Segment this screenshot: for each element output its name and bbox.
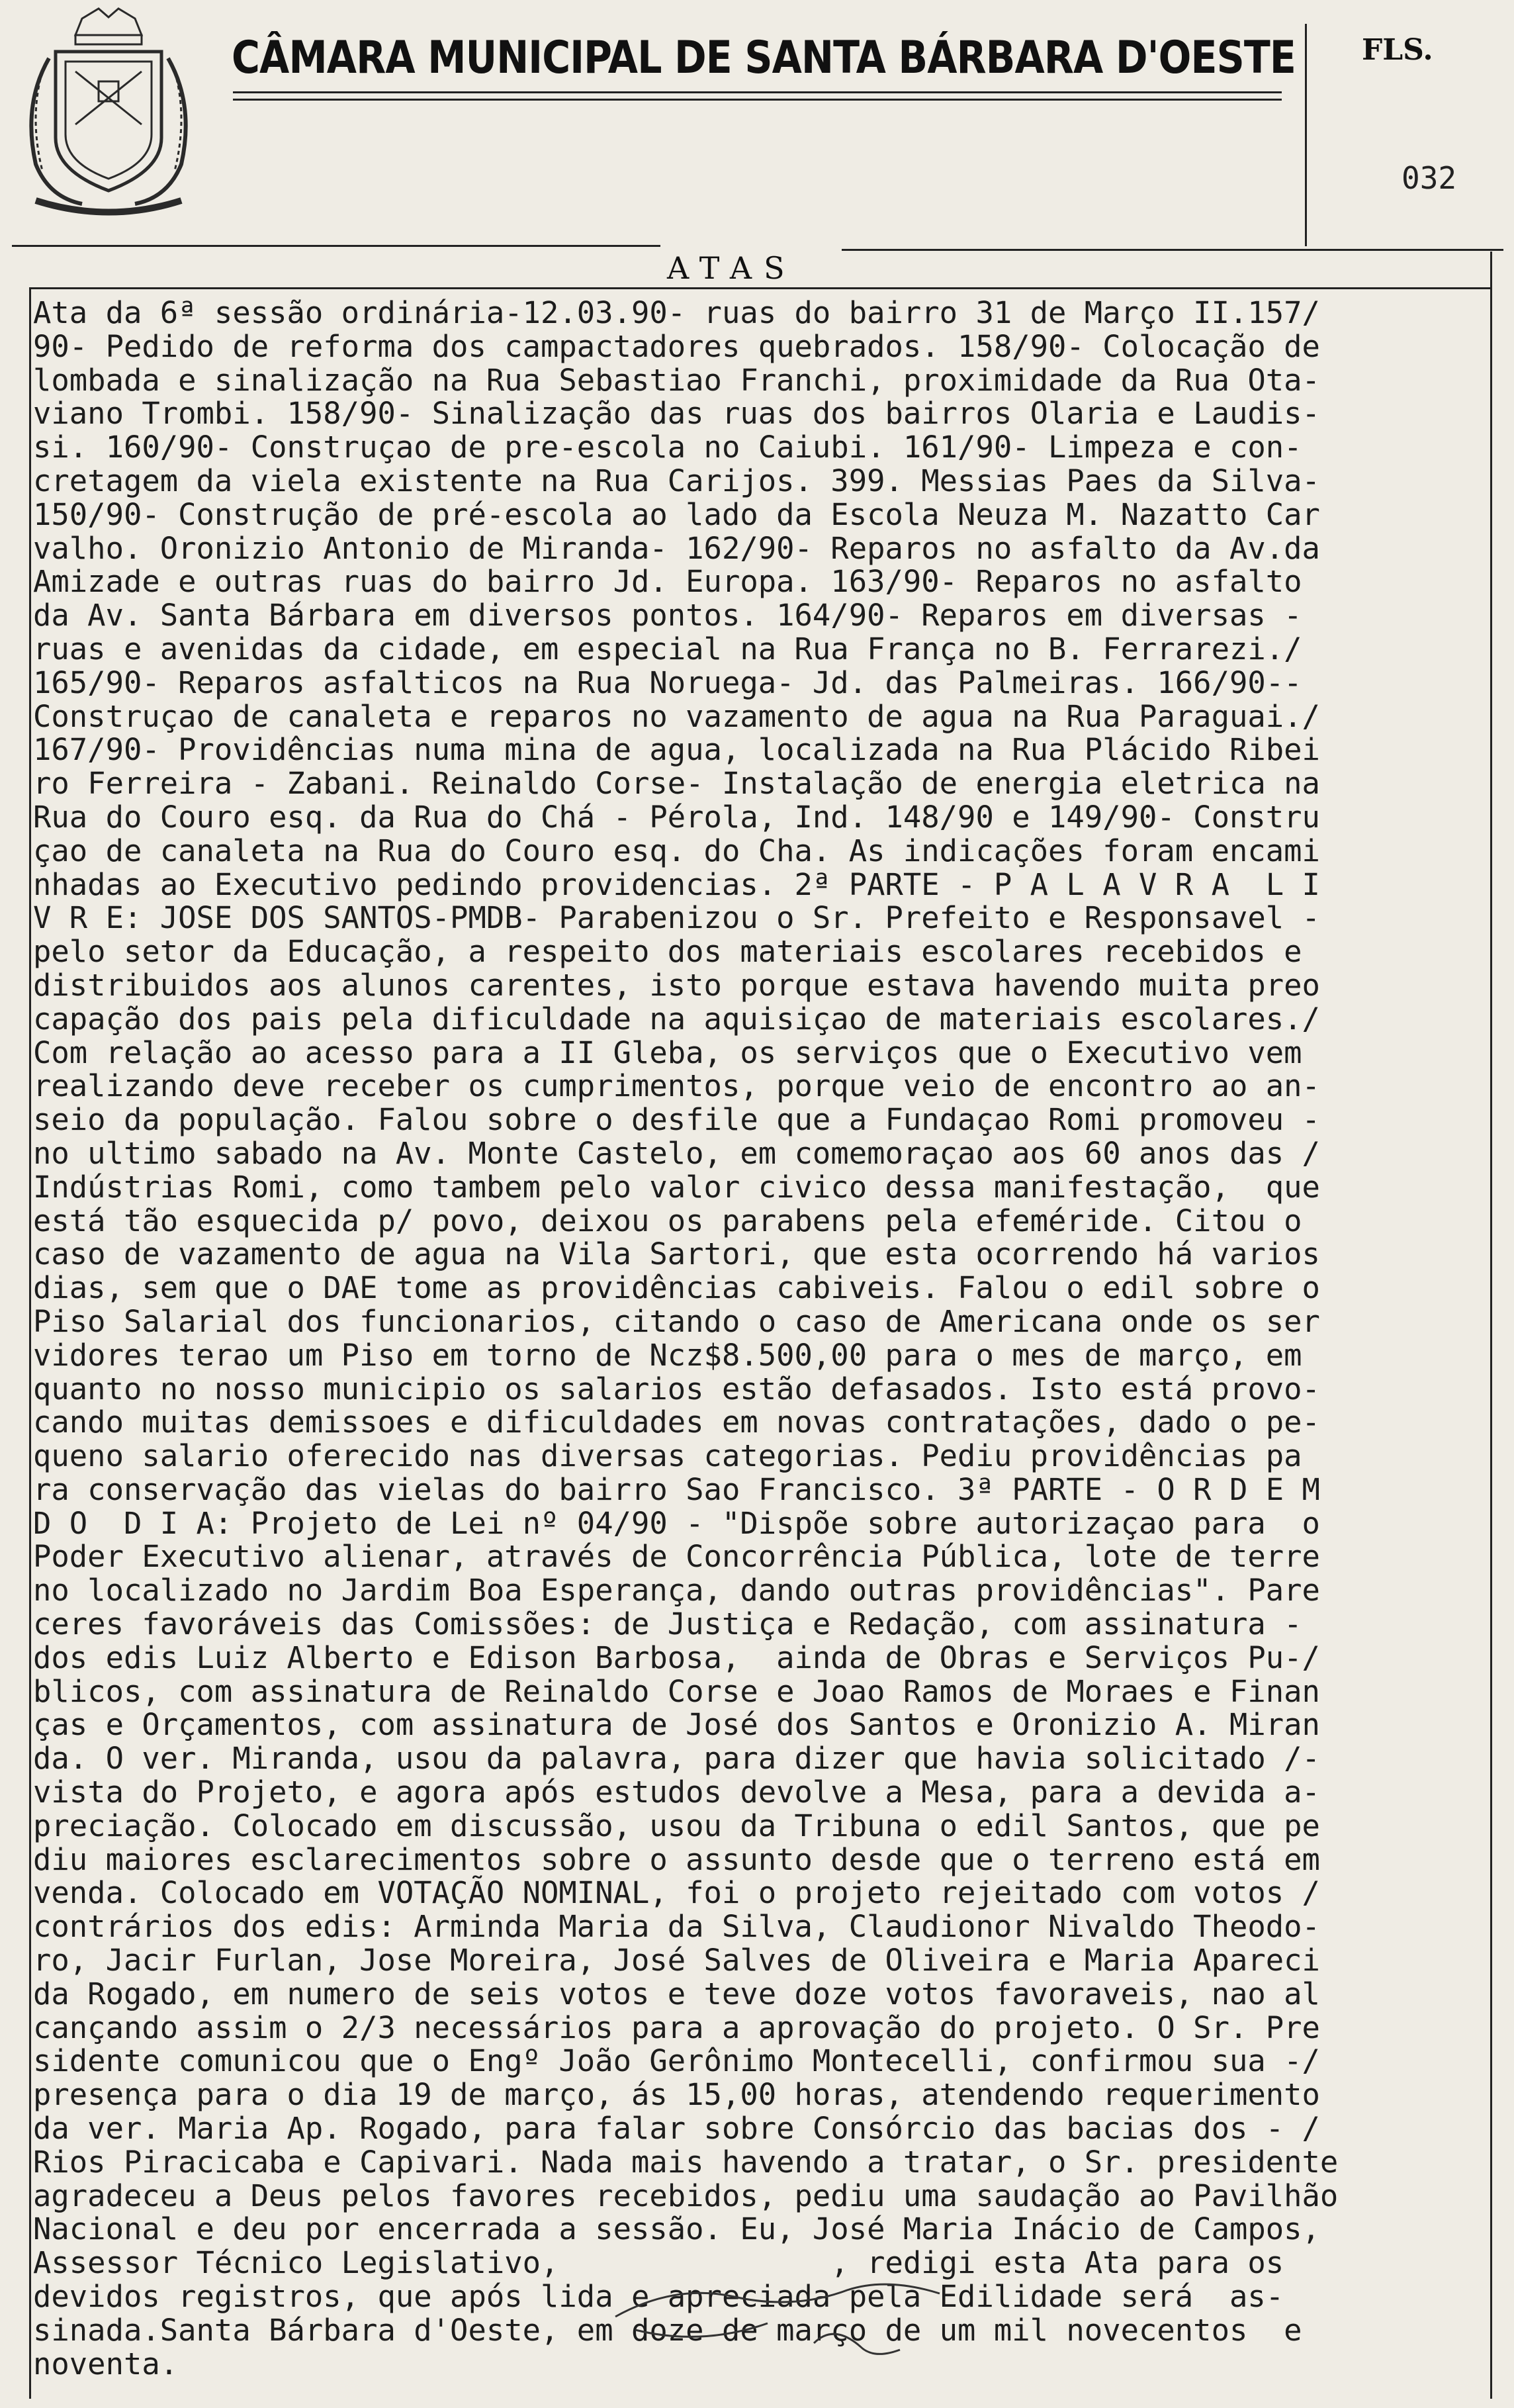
frame-left xyxy=(29,287,31,2399)
minutes-line: realizando deve receber os cumprimentos, porque veio de encontro ao an- xyxy=(33,1068,1320,1104)
minutes-line: Piso Salarial dos funcionarios, citando o caso de Americana onde os ser xyxy=(33,1303,1320,1339)
section-rule-left xyxy=(12,245,660,247)
minutes-line: cançando assim o 2/3 necessários para a aprovação do projeto. O Sr. Pre xyxy=(33,2010,1320,2045)
minutes-line: seio da população. Falou sobre o desfile que a Fundaçao Romi promoveu - xyxy=(33,1102,1320,1138)
minutes-line: distribuidos aos alunos carentes, isto porque estava havendo muita preo xyxy=(33,967,1320,1003)
minutes-line: Assessor Técnico Legislativo, , redigi esta Ata para os xyxy=(33,2245,1284,2281)
minutes-line: sidente comunicou que o Engº João Gerônimo Montecelli, confirmou sua -/ xyxy=(33,2043,1320,2079)
minutes-line: Nacional e deu por encerrada a sessão. Eu, José Maria Inácio de Campos, xyxy=(33,2211,1320,2247)
handwritten-signature-scribble xyxy=(596,2231,1006,2376)
minutes-line: queno salario oferecido nas diversas categorias. Pediu providências pa xyxy=(33,1438,1302,1474)
minutes-line: diu maiores esclarecimentos sobre o assunto desde que o terreno está em xyxy=(33,1841,1320,1877)
minutes-line: ra conservação das vielas do bairro Sao Francisco. 3ª PARTE - O R D E M xyxy=(33,1471,1320,1507)
minutes-line: nhadas ao Executivo pedindo providencias. 2ª PARTE - P A L A V R A L I xyxy=(33,866,1320,902)
minutes-line: da Av. Santa Bárbara em diversos pontos. 164/90- Reparos em diversas - xyxy=(33,598,1302,633)
minutes-line: Indústrias Romi, como tambem pelo valor civico dessa manifestação, que xyxy=(33,1169,1320,1205)
minutes-line: Com relação ao acesso para a II Gleba, os serviços que o Executivo vem xyxy=(33,1035,1302,1070)
minutes-line: da Rogado, em numero de seis votos e teve doze votos favoraveis, nao al xyxy=(33,1976,1320,2012)
minutes-line: cretagem da viela existente na Rua Carijos. 399. Messias Paes da Silva- xyxy=(33,463,1320,498)
section-title: ATAS xyxy=(667,250,797,286)
minutes-line: Rua do Couro esq. da Rua do Chá - Pérola, Ind. 148/90 e 149/90- Constru xyxy=(33,799,1320,835)
minutes-line: dos edis Luiz Alberto e Edison Barbosa, ainda de Obras e Serviços Pu-/ xyxy=(33,1640,1320,1675)
minutes-line: cando muitas demissoes e dificuldades em novas contratações, dado o pe- xyxy=(33,1405,1320,1440)
fls-label: FLS. xyxy=(1362,33,1433,67)
minutes-line: 90- Pedido de reforma dos campactadores quebrados. 158/90- Colocação de xyxy=(33,328,1320,364)
municipal-coat-of-arms-icon xyxy=(9,5,208,224)
minutes-line: valho. Oronizio Antonio de Miranda- 162/90- Reparos no asfalto da Av.da xyxy=(33,530,1320,566)
minutes-line: no localizado no Jardim Boa Esperança, dando outras providências". Pare xyxy=(33,1573,1320,1608)
minutes-line: está tão esquecida p/ povo, deixou os parabens pela efeméride. Citou o xyxy=(33,1203,1302,1238)
minutes-line: Amizade e outras ruas do bairro Jd. Europa. 163/90- Reparos no asfalto xyxy=(33,564,1302,600)
minutes-line: viano Trombi. 158/90- Sinalização das ruas dos bairros Olaria e Laudis- xyxy=(33,396,1320,432)
minutes-line: Poder Executivo alienar, através de Concorrência Pública, lote de terre xyxy=(33,1539,1320,1575)
frame-right xyxy=(1490,252,1492,2399)
minutes-line: capação dos pais pela dificuldade na aquisiçao de materiais escolares./ xyxy=(33,1001,1320,1037)
section-rule-right xyxy=(842,249,1503,251)
minutes-line: pelo setor da Educação, a respeito dos materiais escolares recebidos e xyxy=(33,934,1302,970)
minutes-line: agradeceu a Deus pelos favores recebidos, pediu uma saudação ao Pavilhão xyxy=(33,2178,1339,2213)
minutes-line: vista do Projeto, e agora após estudos devolve a Mesa, para a devida a- xyxy=(33,1775,1320,1810)
header-rule xyxy=(233,91,1282,101)
minutes-line: Ata da 6ª sessão ordinária-12.03.90- ruas do bairro 31 de Março II.157/ xyxy=(33,295,1320,330)
minutes-line: si. 160/90- Construçao de pre-escola no Caiubi. 161/90- Limpeza e con- xyxy=(33,430,1302,465)
minutes-line: Rios Piracicaba e Capivari. Nada mais havendo a tratar, o Sr. presidente xyxy=(33,2144,1339,2180)
minutes-line: da. O ver. Miranda, usou da palavra, para dizer que havia solicitado /- xyxy=(33,1741,1320,1777)
institution-title: CÂMARA MUNICIPAL DE SANTA BÁRBARA D'OESTE xyxy=(232,32,1296,84)
minutes-line: quanto no nosso municipio os salarios estão defasados. Isto está provo- xyxy=(33,1371,1320,1407)
minutes-line: vidores terao um Piso em torno de Ncz$8.500,00 para o mes de março, em xyxy=(33,1337,1302,1373)
minutes-line: ceres favoráveis das Comissões: de Justiça e Redação, com assinatura - xyxy=(33,1606,1302,1642)
minutes-line: 165/90- Reparos asfalticos na Rua Noruega- Jd. das Palmeiras. 166/90-- xyxy=(33,665,1302,700)
minutes-line: caso de vazamento de agua na Vila Sartori, que esta ocorrendo há varios xyxy=(33,1236,1320,1272)
header-separator xyxy=(1305,24,1307,246)
minutes-line: 150/90- Construção de pré-escola ao lado da Escola Neuza M. Nazatto Car xyxy=(33,496,1320,532)
minutes-line: presença para o dia 19 de março, ás 15,00 horas, atendendo requerimento xyxy=(33,2077,1320,2113)
minutes-line: da ver. Maria Ap. Rogado, para falar sobre Consórcio das bacias dos - / xyxy=(33,2111,1320,2147)
minutes-line: blicos, com assinatura de Reinaldo Corse e Joao Ramos de Moraes e Finan xyxy=(33,1673,1320,1709)
minutes-line: preciação. Colocado em discussão, usou da Tribuna o edil Santos, que pe xyxy=(33,1808,1320,1843)
minutes-body xyxy=(33,297,1486,2381)
minutes-line: Construçao de canaleta e reparos no vazamento de agua na Rua Paraguai./ xyxy=(33,698,1320,734)
minutes-line: ro, Jacir Furlan, Jose Moreira, José Salves de Oliveira e Maria Apareci xyxy=(33,1943,1320,1978)
minutes-line: no ultimo sabado na Av. Monte Castelo, em comemoraçao aos 60 anos das / xyxy=(33,1135,1320,1171)
minutes-line: ro Ferreira - Zabani. Reinaldo Corse- Instalação de energia eletrica na xyxy=(33,766,1320,802)
minutes-line: ças e Orçamentos, com assinatura de José dos Santos e Oronizio A. Miran xyxy=(33,1707,1320,1743)
minutes-line: lombada e sinalização na Rua Sebastiao Franchi, proximidade da Rua Ota- xyxy=(33,362,1320,398)
minutes-line: V R E: JOSE DOS SANTOS-PMDB- Parabenizou o Sr. Prefeito e Responsavel - xyxy=(33,900,1320,936)
minutes-line: 167/90- Providências numa mina de agua, localizada na Rua Plácido Ribei xyxy=(33,732,1320,768)
page-number: 032 xyxy=(1402,160,1457,196)
minutes-line: devidos registros, que após lida e apreciada pela Edilidade será as- xyxy=(33,2279,1284,2315)
minutes-line: ruas e avenidas da cidade, em especial na Rua França no B. Ferrarezi./ xyxy=(33,631,1302,667)
minutes-line: contrários dos edis: Arminda Maria da Silva, Claudionor Nivaldo Theodo- xyxy=(33,1909,1320,1945)
frame-top xyxy=(29,287,1492,289)
minutes-line: noventa. xyxy=(33,2346,179,2382)
minutes-line: sinada.Santa Bárbara d'Oeste, em doze de março de um mil novecentos e xyxy=(33,2312,1302,2348)
minutes-line: dias, sem que o DAE tome as providências cabiveis. Falou o edil sobre o xyxy=(33,1270,1320,1306)
minutes-line: D O D I A: Projeto de Lei nº 04/90 - "Dispõe sobre autorizaçao para o xyxy=(33,1505,1320,1541)
minutes-line: çao de canaleta na Rua do Couro esq. do Cha. As indicações foram encami xyxy=(33,833,1320,868)
minutes-line: venda. Colocado em VOTAÇÃO NOMINAL, foi o projeto rejeitado com votos / xyxy=(33,1875,1320,1911)
